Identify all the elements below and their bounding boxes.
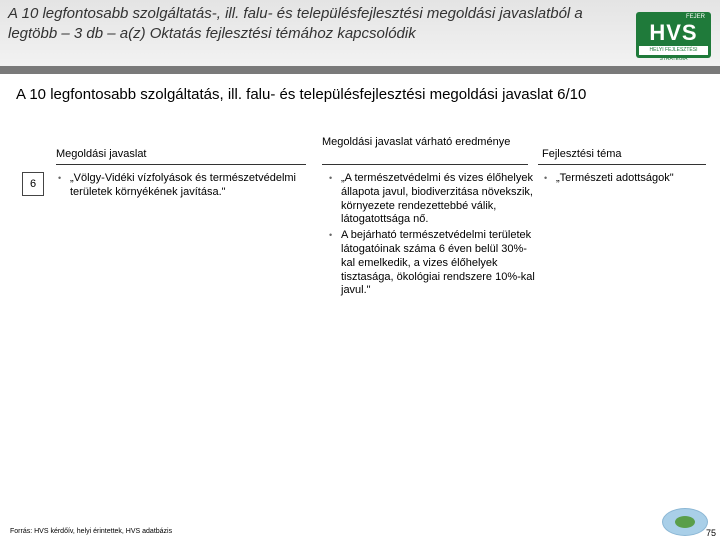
row-number: 6 [22,172,44,196]
header-bar [0,0,720,66]
page-number: 75 [706,528,717,538]
logo-sub-text: HELYI FEJLESZTÉSI STRATÉGIA [639,46,708,55]
page-subtitle: A 10 legfontosabb szolgáltatás, ill. falu- és településfejlesztési megoldási javaslat 6/10 [16,86,587,103]
header-underline-result [322,164,528,165]
header-underline-proposal [56,164,306,165]
proposal-item: • „Völgy-Vidéki vízfolyások és természetvédelmi területek környékének javítása." [58,172,312,200]
proposal-list [58,172,312,202]
column-header-proposal: Megoldási javaslat [56,148,147,160]
header-divider [0,66,720,74]
slide-title: A 10 legfontosabb szolgáltatás-, ill. falu- és településfejlesztési megoldási javaslatból a legtöbb – 3 db – a(z) Oktatás fejlesztési témához kapcsolódik [8,5,583,42]
topic-item: • „Természeti adottságok" [544,172,712,186]
result-item: • „A természetvédelmi és vizes élőhelyek állapota javul, biodiverzitása növekszik, környezete rendezettebbé válik, látogatottsága nő. [329,172,537,227]
column-header-topic: Fejlesztési téma [542,148,622,160]
column-header-result: Megoldási javaslat várható eredménye [322,136,511,148]
logo-top-text: FEJER [685,14,705,20]
logo-main-text: HVS [649,20,698,45]
header-underline-topic [538,164,706,165]
result-list [329,172,537,300]
footer-logo-shape [675,516,695,528]
hvs-logo [636,12,711,62]
footer-logo-icon [662,508,708,536]
topic-list [544,172,712,188]
result-item: • A bejárható természetvédelmi területek látogatóinak száma 6 éven belül 30%-kal emelkedik, a vizes élőhelyek tisztasága, ökológiai rendszere 10%-kal javul." [329,229,537,298]
source-note: Forrás: HVS kérdőív, helyi érintettek, HVS adatbázis [10,528,173,535]
